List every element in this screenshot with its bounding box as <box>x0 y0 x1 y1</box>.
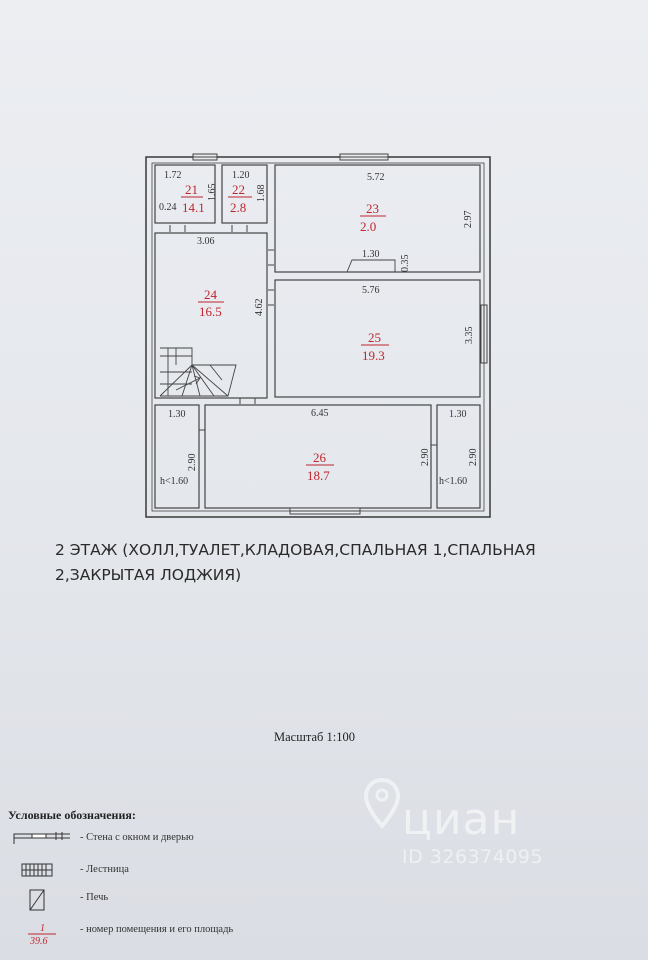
legend-item-stove <box>8 888 308 916</box>
watermark-brand: циан <box>402 794 521 845</box>
dim-r24-stair-depth: 0.35 <box>400 254 411 272</box>
legend-label-room: - номер помещения и его площадь <box>80 924 234 935</box>
dim-r23-height: 1.68 <box>256 184 267 202</box>
stove-symbol-icon <box>12 888 72 914</box>
room-26-area: 18.7 <box>307 468 330 483</box>
wall-symbol-icon <box>12 828 72 848</box>
watermark-id: ID 326374095 <box>402 846 544 868</box>
dim-left-h: h<1.60 <box>160 476 189 487</box>
dim-left-width: 1.30 <box>168 409 186 420</box>
room-24-number: 23 <box>366 201 379 216</box>
dim-r26-height: 2.90 <box>420 448 431 466</box>
legend-item-wall <box>8 828 308 856</box>
legend-sample-number: 1 <box>40 923 45 934</box>
watermark <box>362 776 602 876</box>
dim-r25-width: 5.76 <box>362 285 380 296</box>
room-22-number: 21 <box>185 182 198 197</box>
dim-right-width: 1.30 <box>449 409 467 420</box>
dim-r26-width: 6.45 <box>311 408 329 419</box>
room-25-number: 25 <box>368 330 381 345</box>
dim-right-height: 2.90 <box>468 448 479 466</box>
stairs-symbol-icon <box>12 860 72 880</box>
floor-caption: 2 ЭТАЖ (ХОЛЛ,ТУАЛЕТ,КЛАДОВАЯ,СПАЛЬНАЯ 1,СПАЛЬНАЯ 2,ЗАКРЫТАЯ ЛОДЖИЯ) <box>55 541 536 584</box>
room-22-area: 14.1 <box>182 200 205 215</box>
legend-label-stairs: - Лестница <box>80 864 129 875</box>
dim-r21-height: 4.62 <box>254 298 265 316</box>
dim-r24-stair-width: 1.30 <box>362 249 380 260</box>
legend-sample-area: 39.6 <box>30 936 48 947</box>
dim-right-h: h<1.60 <box>439 476 468 487</box>
dim-r21-width: 3.06 <box>197 236 215 247</box>
dim-left-height: 2.90 <box>187 453 198 471</box>
legend-label-wall: - Стена с окном и дверью <box>80 832 194 843</box>
dim-r22-height: 1.65 <box>207 183 218 201</box>
stairs-r24 <box>347 260 395 272</box>
dim-r22-offset: 0.24 <box>159 202 177 213</box>
room-21-number: 24 <box>204 287 217 302</box>
legend-item-stairs <box>8 860 308 888</box>
room-26-number: 26 <box>313 450 326 465</box>
dim-r24-width: 5.72 <box>367 172 385 183</box>
legend-label-stove: - Печь <box>80 892 109 903</box>
room-21-area: 16.5 <box>199 304 222 319</box>
legend-title: Условные обозначения: <box>8 808 136 822</box>
room-23-area: 2.8 <box>230 200 247 215</box>
room-25-area: 19.3 <box>362 348 385 363</box>
dim-r23-width: 1.20 <box>232 170 250 181</box>
dim-r25-height: 3.35 <box>464 326 475 344</box>
room-23-number: 22 <box>232 182 245 197</box>
room-24-area: 2.0 <box>360 219 377 234</box>
dim-r24-height: 2.97 <box>463 210 474 228</box>
dim-r22-width: 1.72 <box>164 170 182 181</box>
room-number-symbol <box>12 920 72 948</box>
stairs <box>160 348 236 396</box>
scale-label: Масштаб 1:100 <box>274 730 355 744</box>
legend-item-room <box>8 920 308 948</box>
location-pin-icon <box>362 776 402 836</box>
